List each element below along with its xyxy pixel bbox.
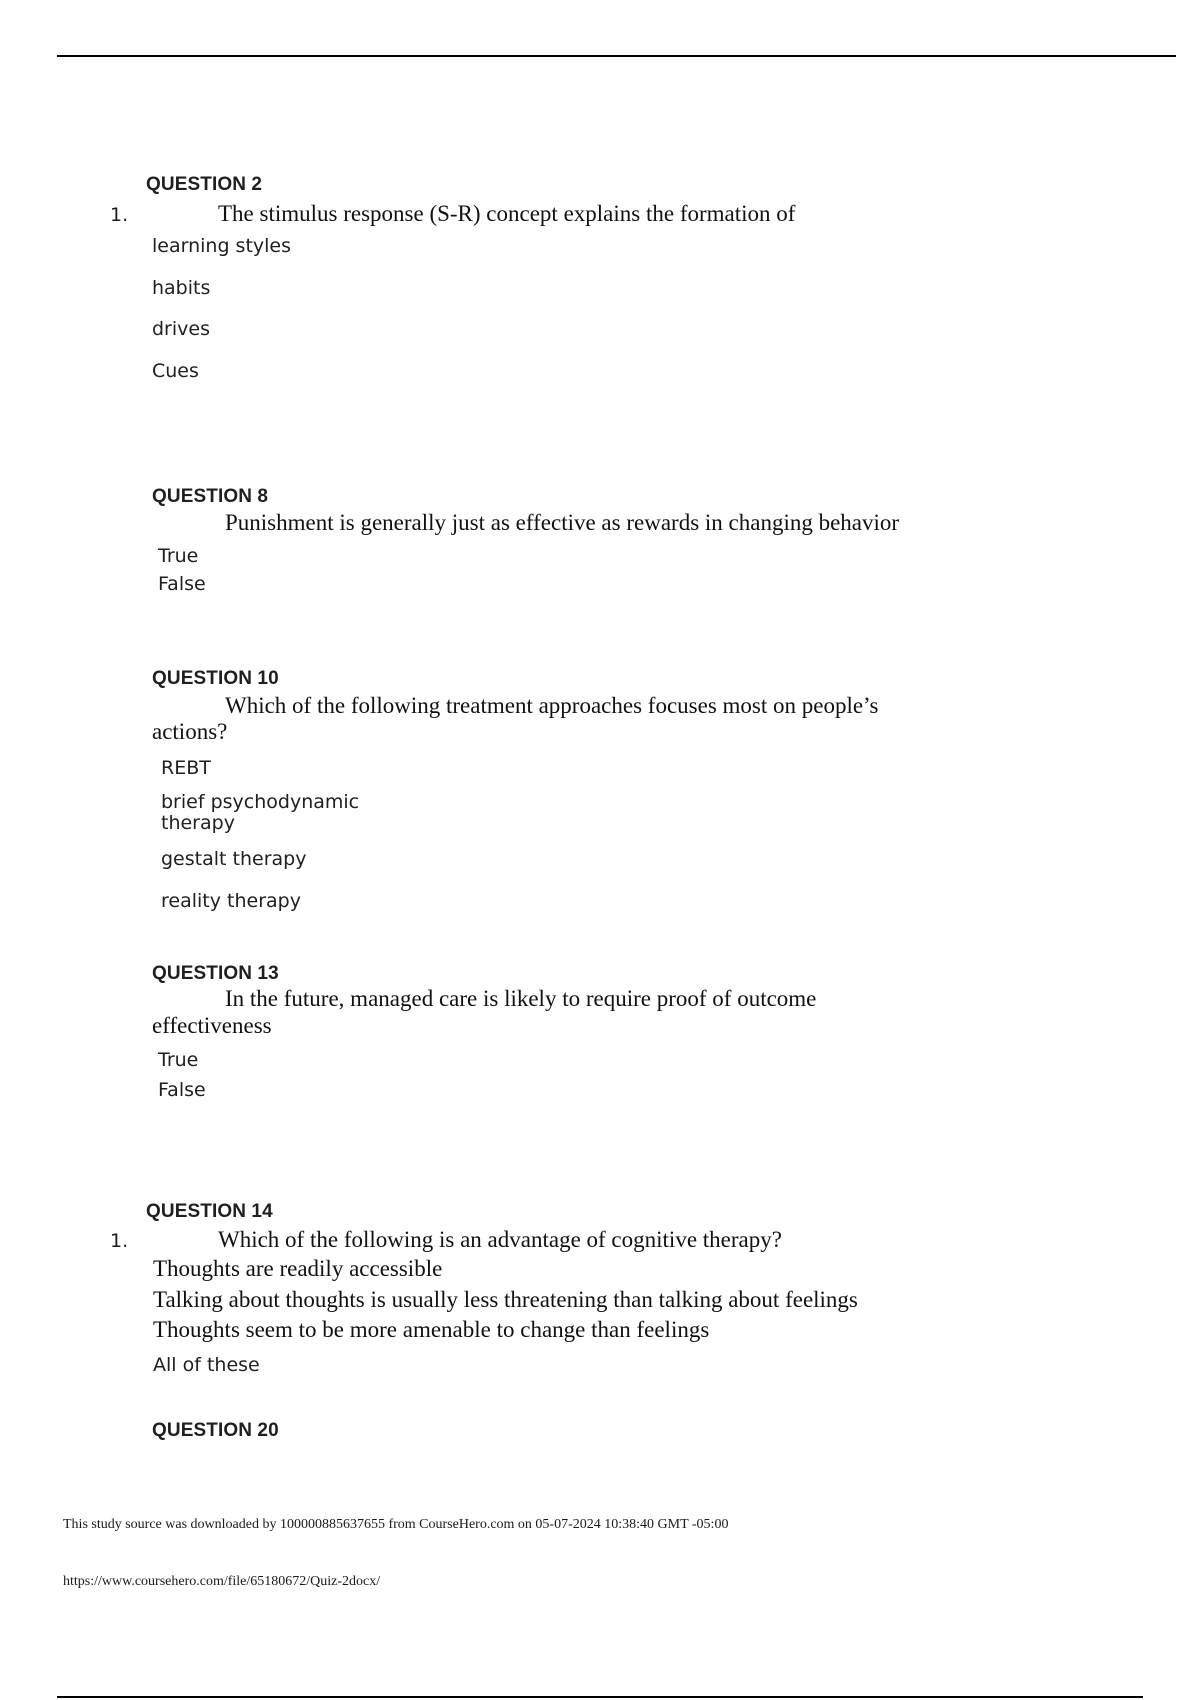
answer-option[interactable]: reality therapy	[161, 890, 301, 912]
question-stem-line: actions?	[152, 719, 228, 744]
answer-option[interactable]: False	[158, 573, 206, 595]
question-heading: QUESTION 10	[152, 668, 279, 689]
question-stem: The stimulus response (S-R) concept explains the formation of	[218, 201, 796, 226]
question-heading: QUESTION 14	[146, 1201, 273, 1222]
bottom-rule	[57, 1696, 1143, 1698]
answer-option[interactable]: drives	[152, 318, 210, 340]
answer-option[interactable]: gestalt therapy	[161, 848, 307, 870]
question-stem-line: effectiveness	[152, 1013, 272, 1038]
top-rule	[57, 55, 1176, 57]
question-heading: QUESTION 2	[146, 174, 263, 195]
question-number: 1.	[110, 1230, 129, 1252]
question-stem-line: In the future, managed care is likely to require proof of outcome	[225, 986, 817, 1011]
question-stem: Punishment is generally just as effective as rewards in changing behavior	[225, 510, 900, 535]
question-number: 1.	[110, 204, 129, 226]
answer-option[interactable]: False	[158, 1079, 206, 1101]
question-heading: QUESTION 8	[152, 486, 269, 507]
answer-option[interactable]: True	[158, 1049, 199, 1071]
answer-option[interactable]: All of these	[153, 1354, 260, 1376]
answer-option[interactable]: Cues	[152, 360, 199, 382]
answer-option[interactable]: REBT	[161, 757, 211, 779]
question-heading: QUESTION 13	[152, 963, 279, 984]
answer-option[interactable]: True	[158, 545, 199, 567]
answer-option[interactable]: learning styles	[152, 235, 292, 257]
answer-option[interactable]: Thoughts are readily accessible	[153, 1256, 443, 1281]
question-heading: QUESTION 20	[152, 1420, 279, 1441]
source-url[interactable]: https://www.coursehero.com/file/65180672/Quiz-2docx/	[63, 1574, 381, 1589]
answer-option[interactable]: Talking about thoughts is usually less threatening than talking about feelings	[153, 1287, 858, 1312]
question-stem: Which of the following is an advantage of cognitive therapy?	[218, 1227, 782, 1252]
answer-option[interactable]: Thoughts seem to be more amenable to change than feelings	[153, 1317, 710, 1342]
answer-option[interactable]: brief psychodynamic therapy	[161, 791, 360, 834]
answer-option[interactable]: habits	[152, 277, 211, 299]
download-notice: This study source was downloaded by 100000885637655 from CourseHero.com on 05-07-2024 10:38:40 GMT -05:00	[63, 1517, 729, 1532]
question-stem-line: Which of the following treatment approaches focuses most on people’s	[225, 693, 879, 718]
